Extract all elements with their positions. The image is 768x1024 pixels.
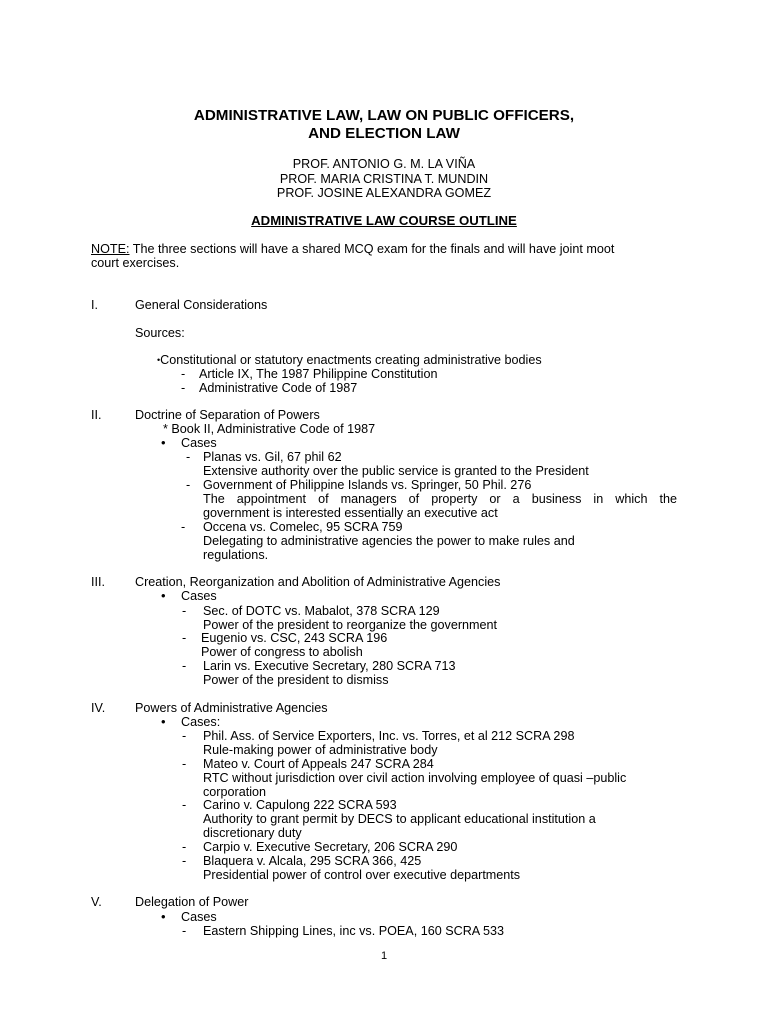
case-name: Blaquera v. Alcala, 295 SCRA 366, 425 — [203, 854, 422, 868]
case-description: government is interested essentially an executive act — [203, 506, 498, 520]
section-numeral: I. — [91, 298, 98, 312]
cases-label: Cases — [181, 910, 217, 924]
case-description: regulations. — [203, 548, 269, 562]
document-title-line-1: ADMINISTRATIVE LAW, LAW ON PUBLIC OFFICERS, — [193, 107, 575, 124]
dash-icon: - — [182, 798, 187, 812]
section-title: Powers of Administrative Agencies — [135, 701, 328, 715]
star-note — [163, 422, 375, 436]
bullet-icon: • — [161, 714, 166, 729]
case-description: Extensive authority over the public service is granted to the President — [203, 464, 589, 478]
case-name: Occena vs. Comelec, 95 SCRA 759 — [203, 520, 403, 534]
professor-name: PROF. JOSINE ALEXANDRA GOMEZ — [276, 186, 492, 200]
small-bullet-icon: • — [157, 355, 161, 365]
dash-icon: - — [182, 729, 187, 743]
section-numeral: IV. — [91, 701, 106, 715]
outline-heading — [0, 214, 768, 228]
section-title: Doctrine of Separation of Powers — [135, 408, 320, 422]
star-note-text: Book II, Administrative Code of 1987 — [167, 422, 376, 436]
dash-icon: - — [182, 659, 187, 673]
star-icon: * — [163, 422, 168, 436]
source-item: Administrative Code of 1987 — [199, 381, 358, 395]
source-item: Article IX, The 1987 Philippine Constitution — [199, 367, 438, 381]
note-line-2: court exercises. — [91, 256, 180, 270]
dash-icon: - — [182, 631, 187, 645]
case-name: Carpio v. Executive Secretary, 206 SCRA 290 — [203, 840, 458, 854]
case-name: Sec. of DOTC vs. Mabalot, 378 SCRA 129 — [203, 604, 440, 618]
section-numeral: II. — [91, 408, 102, 422]
cases-label: Cases — [181, 589, 217, 603]
cases-label: Cases: — [181, 715, 221, 729]
case-name: Planas vs. Gil, 67 phil 62 — [203, 450, 342, 464]
dash-icon: - — [182, 604, 187, 618]
source-bullet-item — [157, 353, 542, 367]
case-description: Delegating to administrative agencies the power to make rules and — [203, 534, 575, 548]
section-numeral: III. — [91, 575, 105, 589]
case-name: Larin vs. Executive Secretary, 280 SCRA 713 — [203, 659, 456, 673]
dash-icon: - — [181, 367, 186, 381]
dash-icon: - — [182, 840, 187, 854]
bullet-icon: • — [161, 435, 166, 450]
case-description: corporation — [203, 785, 267, 799]
dash-icon: - — [186, 478, 191, 492]
case-description: Power of congress to abolish — [201, 645, 363, 659]
case-name: Carino v. Capulong 222 SCRA 593 — [203, 798, 397, 812]
professor-name: PROF. MARIA CRISTINA T. MUNDIN — [279, 172, 489, 186]
case-description: RTC without jurisdiction over civil action involving employee of quasi –public — [203, 771, 627, 785]
sources-label: Sources: — [135, 326, 185, 340]
note-label: NOTE: — [91, 242, 130, 256]
outline-heading-text: ADMINISTRATIVE LAW COURSE OUTLINE — [251, 213, 517, 228]
case-description: Rule-making power of administrative body — [203, 743, 438, 757]
dash-icon: - — [186, 450, 191, 464]
note-text: The three sections will have a shared MCQ exam for the finals and will have joint moot — [129, 242, 615, 256]
case-name: Eastern Shipping Lines, inc vs. POEA, 160 SCRA 533 — [203, 924, 505, 938]
section-title: General Considerations — [135, 298, 268, 312]
section-title: Delegation of Power — [135, 895, 249, 909]
case-name: Mateo v. Court of Appeals 247 SCRA 284 — [203, 757, 434, 771]
case-description: Presidential power of control over executive departments — [203, 868, 521, 882]
note-line-1 — [91, 242, 614, 256]
dash-icon: - — [181, 520, 186, 534]
page-number: 1 — [380, 950, 388, 962]
case-name: Eugenio vs. CSC, 243 SCRA 196 — [201, 631, 388, 645]
dash-icon: - — [181, 381, 186, 395]
case-description: Authority to grant permit by DECS to applicant educational institution a — [203, 812, 596, 826]
case-name: Phil. Ass. of Service Exporters, Inc. vs. Torres, et al 212 SCRA 298 — [203, 729, 575, 743]
bullet-icon: • — [161, 909, 166, 924]
case-description: discretionary duty — [203, 826, 302, 840]
source-bullet-text: Constitutional or statutory enactments creating administrative bodies — [160, 353, 542, 367]
dash-icon: - — [182, 757, 187, 771]
document-title-line-2: AND ELECTION LAW — [308, 125, 460, 142]
case-description: The appointment of managers of property or a business in which the — [203, 492, 677, 506]
bullet-icon: • — [161, 588, 166, 603]
case-description: Power of the president to reorganize the government — [203, 618, 498, 632]
professor-name: PROF. ANTONIO G. M. LA VIÑA — [292, 157, 476, 171]
case-description: Power of the president to dismiss — [203, 673, 389, 687]
section-title: Creation, Reorganization and Abolition of Administrative Agencies — [135, 575, 501, 589]
section-numeral: V. — [91, 895, 102, 909]
dash-icon: - — [182, 924, 187, 938]
dash-icon: - — [182, 854, 187, 868]
case-name: Government of Philippine Islands vs. Springer, 50 Phil. 276 — [203, 478, 532, 492]
cases-label: Cases — [181, 436, 217, 450]
